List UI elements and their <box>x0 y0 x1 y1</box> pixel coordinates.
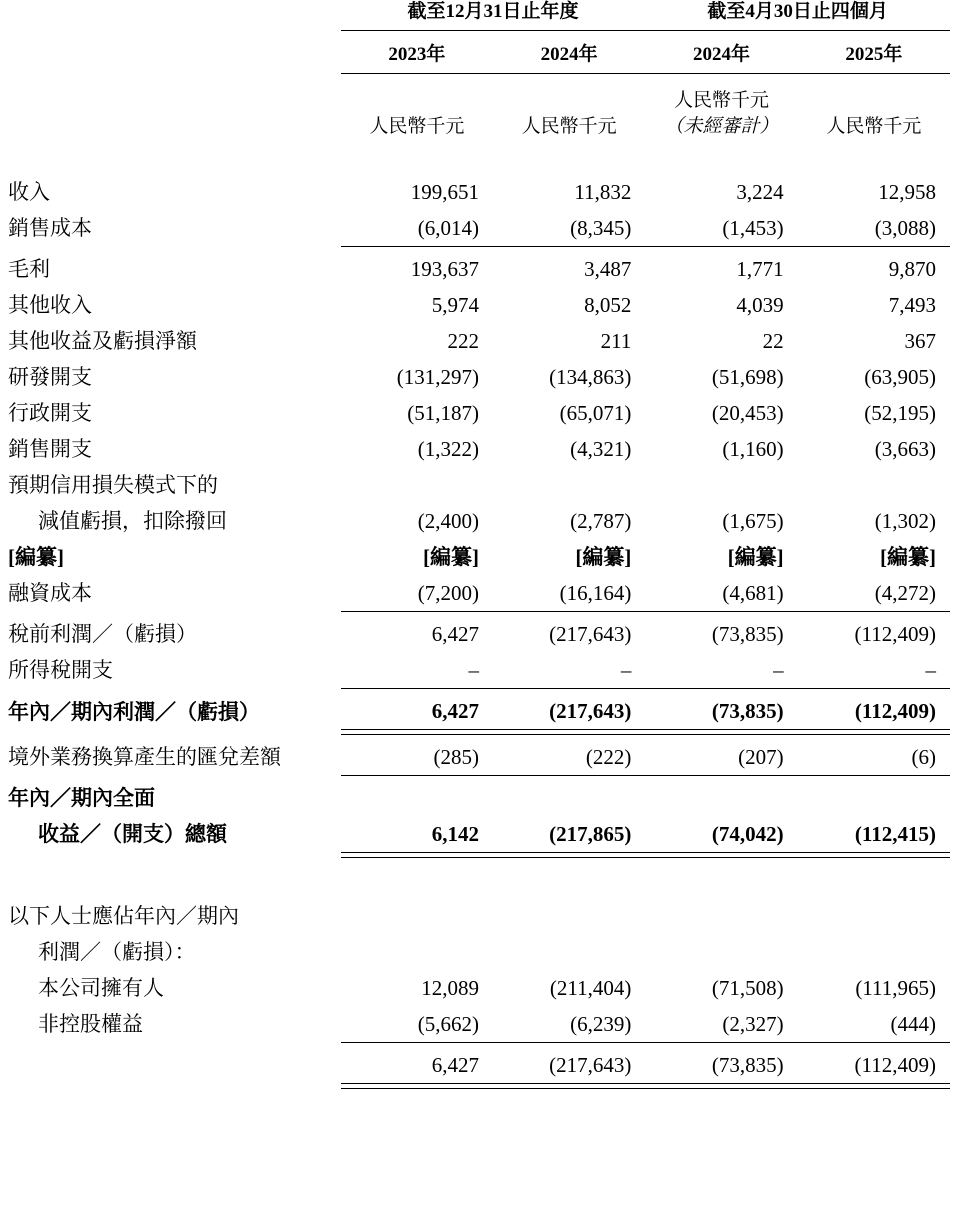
table-row <box>6 287 950 323</box>
row-value: (131,297) <box>396 365 479 389</box>
row-label: 收益／（開支）總額 <box>38 822 227 846</box>
row-value: [編纂] <box>727 545 784 569</box>
spacer-cell <box>6 857 950 898</box>
row-value: (207) <box>738 745 784 769</box>
row-value: (111,965) <box>855 975 936 1000</box>
table-row <box>6 539 950 575</box>
row-value: 222 <box>447 329 479 353</box>
rule-line <box>798 1083 950 1088</box>
row-label: 減值虧損，扣除撥回 <box>38 509 227 533</box>
row-value: (217,643) <box>549 699 632 723</box>
row-value: (8,345) <box>570 216 632 240</box>
header-unit-4: 人民幣千元 <box>826 116 922 137</box>
row-value: (73,835) <box>711 699 784 723</box>
table-row <box>6 503 950 539</box>
header-year-2024-annual: 2024年 <box>493 36 645 80</box>
row-value: 367 <box>904 329 936 353</box>
table-header-units <box>6 80 950 140</box>
row-value: [編纂] <box>423 545 479 569</box>
row-value <box>798 898 950 934</box>
rule-line <box>341 1083 493 1088</box>
row-value: – <box>620 658 632 682</box>
row-value: (2,787) <box>570 509 632 533</box>
row-label: 利潤／（虧損）： <box>38 939 196 964</box>
row-value: (211,404) <box>549 975 632 1000</box>
row-label: 其他收益及虧損淨額 <box>8 329 197 353</box>
header-empty-cell-2 <box>6 36 341 80</box>
row-value: (1,453) <box>722 216 784 240</box>
row-value <box>645 898 797 934</box>
row-value <box>493 467 645 503</box>
header-unit-1: 人民幣千元 <box>369 116 465 137</box>
row-value <box>645 776 797 816</box>
row-value: 8,052 <box>584 293 632 317</box>
header-year-2025-interim: 2025年 <box>798 36 950 80</box>
table-row <box>6 934 950 970</box>
rule-line <box>493 1083 645 1088</box>
income-statement-table <box>6 0 950 1089</box>
table-row <box>6 735 950 776</box>
row-value: (217,643) <box>549 622 632 646</box>
row-value: 4,039 <box>736 293 784 317</box>
row-value: (4,681) <box>722 581 784 605</box>
row-value: 193,637 <box>410 257 479 281</box>
row-value: 22 <box>762 329 784 353</box>
row-value <box>645 934 797 970</box>
row-value: (63,905) <box>864 365 936 389</box>
row-label: 研發開支 <box>8 365 92 389</box>
row-value: 12,089 <box>421 975 479 1000</box>
row-value: (5,662) <box>417 1011 479 1036</box>
row-value: (73,835) <box>711 622 784 646</box>
row-value <box>493 934 645 970</box>
row-value <box>493 776 645 816</box>
row-value: 6,427 <box>431 1052 479 1077</box>
table-row <box>6 1042 950 1083</box>
row-value: – <box>468 658 479 682</box>
row-label: 銷售開支 <box>8 437 92 461</box>
row-value: 12,958 <box>878 180 936 204</box>
row-value: (6,014) <box>417 216 479 240</box>
header-unit-3: 人民幣千元 （未經審計） <box>664 90 779 137</box>
row-value: 3,224 <box>736 180 784 204</box>
row-label: 稅前利潤／（虧損） <box>8 622 197 646</box>
row-value: 7,493 <box>888 293 936 317</box>
row-value: (4,272) <box>874 581 936 605</box>
row-value: (285) <box>433 745 479 769</box>
row-label: 毛利 <box>8 257 50 281</box>
row-value: (2,400) <box>417 509 479 533</box>
row-value <box>341 776 493 816</box>
row-label: 預期信用損失模式下的 <box>8 473 218 497</box>
row-value: (71,508) <box>711 975 784 1000</box>
row-label: 以下人士應佔年內／期內 <box>8 903 239 928</box>
row-value: (51,187) <box>407 401 479 425</box>
table-row <box>6 612 950 653</box>
row-value: (112,409) <box>854 1052 936 1077</box>
row-value <box>341 467 493 503</box>
row-value: (112,409) <box>854 699 936 723</box>
row-value <box>493 898 645 934</box>
table-row <box>6 1006 950 1042</box>
row-value: [編纂] <box>880 545 936 569</box>
row-value: (2,327) <box>722 1011 784 1036</box>
row-value: (16,164) <box>559 581 632 605</box>
row-value: (4,321) <box>570 437 632 461</box>
total-double-rule <box>6 1083 950 1088</box>
row-value: (73,835) <box>711 1052 784 1077</box>
row-value: 3,487 <box>584 257 632 281</box>
table-row <box>6 210 950 246</box>
row-label: 行政開支 <box>8 401 92 425</box>
row-value: (51,698) <box>711 365 784 389</box>
row-value: 199,651 <box>410 180 479 204</box>
row-value: 6,427 <box>431 622 479 646</box>
row-value: 1,771 <box>736 257 784 281</box>
table-row <box>6 898 950 934</box>
row-value: (1,160) <box>722 437 784 461</box>
row-value: 211 <box>600 329 632 353</box>
table-row <box>6 776 950 816</box>
header-year-2023: 2023年 <box>341 36 493 80</box>
row-value: 6,142 <box>431 821 479 846</box>
table-row <box>6 395 950 431</box>
row-value: (134,863) <box>549 365 632 389</box>
row-value: [編纂] <box>575 545 632 569</box>
row-label: 其他收入 <box>8 293 92 317</box>
table-row <box>6 247 950 288</box>
table-row <box>6 689 950 730</box>
row-value: 6,427 <box>431 699 479 723</box>
row-label: 銷售成本 <box>8 216 92 240</box>
row-label: 所得稅開支 <box>8 658 113 682</box>
row-value: 9,870 <box>888 257 936 281</box>
header-unit-2: 人民幣千元 <box>521 116 617 137</box>
row-value: (222) <box>585 745 632 769</box>
row-value: (74,042) <box>711 821 784 846</box>
rule-line <box>645 1083 797 1088</box>
header-group-annual: 截至12月31日止年度 <box>341 0 646 36</box>
row-value: (444) <box>890 1011 936 1036</box>
header-body-spacer <box>6 140 950 174</box>
row-value <box>341 898 493 934</box>
row-value: (20,453) <box>711 401 784 425</box>
row-value <box>798 467 950 503</box>
table-header-years <box>6 36 950 80</box>
table-row <box>6 467 950 503</box>
table-row <box>6 816 950 853</box>
row-value <box>798 934 950 970</box>
row-label: [編纂] <box>8 545 64 569</box>
row-value: (52,195) <box>864 401 936 425</box>
header-group-interim: 截至4月30日止四個月 <box>645 0 950 36</box>
row-value: (112,409) <box>854 622 936 646</box>
row-value: 5,974 <box>431 293 479 317</box>
row-value: (1,302) <box>874 509 936 533</box>
rule-spacer <box>6 1083 341 1088</box>
table-row <box>6 652 950 688</box>
row-value: – <box>773 658 784 682</box>
row-value: (1,675) <box>722 509 784 533</box>
row-value: (217,865) <box>549 821 632 846</box>
row-value: (112,415) <box>854 821 936 846</box>
table-row <box>6 970 950 1006</box>
table-row <box>6 575 950 611</box>
table-row <box>6 359 950 395</box>
row-value: (65,071) <box>559 401 632 425</box>
table-row <box>6 431 950 467</box>
table-row <box>6 323 950 359</box>
row-label <box>6 1042 341 1083</box>
table-header-groups <box>6 0 950 36</box>
row-label: 非控股權益 <box>38 1011 143 1036</box>
spacer-cell <box>6 140 950 174</box>
table-row <box>6 174 950 210</box>
row-value <box>341 934 493 970</box>
row-value: – <box>925 658 936 682</box>
row-value: (217,643) <box>549 1052 632 1077</box>
row-value: (7,200) <box>417 581 479 605</box>
row-label: 境外業務換算產生的匯兌差額 <box>8 745 281 769</box>
row-value <box>798 776 950 816</box>
row-value: (3,088) <box>874 216 936 240</box>
row-label: 年內／期內利潤／（虧損） <box>8 699 260 724</box>
row-label: 年內／期內全面 <box>8 785 155 810</box>
row-label: 本公司擁有人 <box>38 975 164 1000</box>
row-value: (6,239) <box>570 1011 632 1036</box>
header-year-2024-interim: 2024年 <box>645 36 797 80</box>
header-empty-cell-3 <box>6 80 341 140</box>
row-value <box>645 467 797 503</box>
row-label: 融資成本 <box>8 581 92 605</box>
row-value: (6) <box>911 745 936 769</box>
row-value: (3,663) <box>874 437 936 461</box>
row-value: (1,322) <box>417 437 479 461</box>
section-gap <box>6 857 950 898</box>
row-label: 收入 <box>8 180 50 204</box>
header-empty-cell <box>6 0 341 36</box>
row-value: 11,832 <box>574 180 632 204</box>
